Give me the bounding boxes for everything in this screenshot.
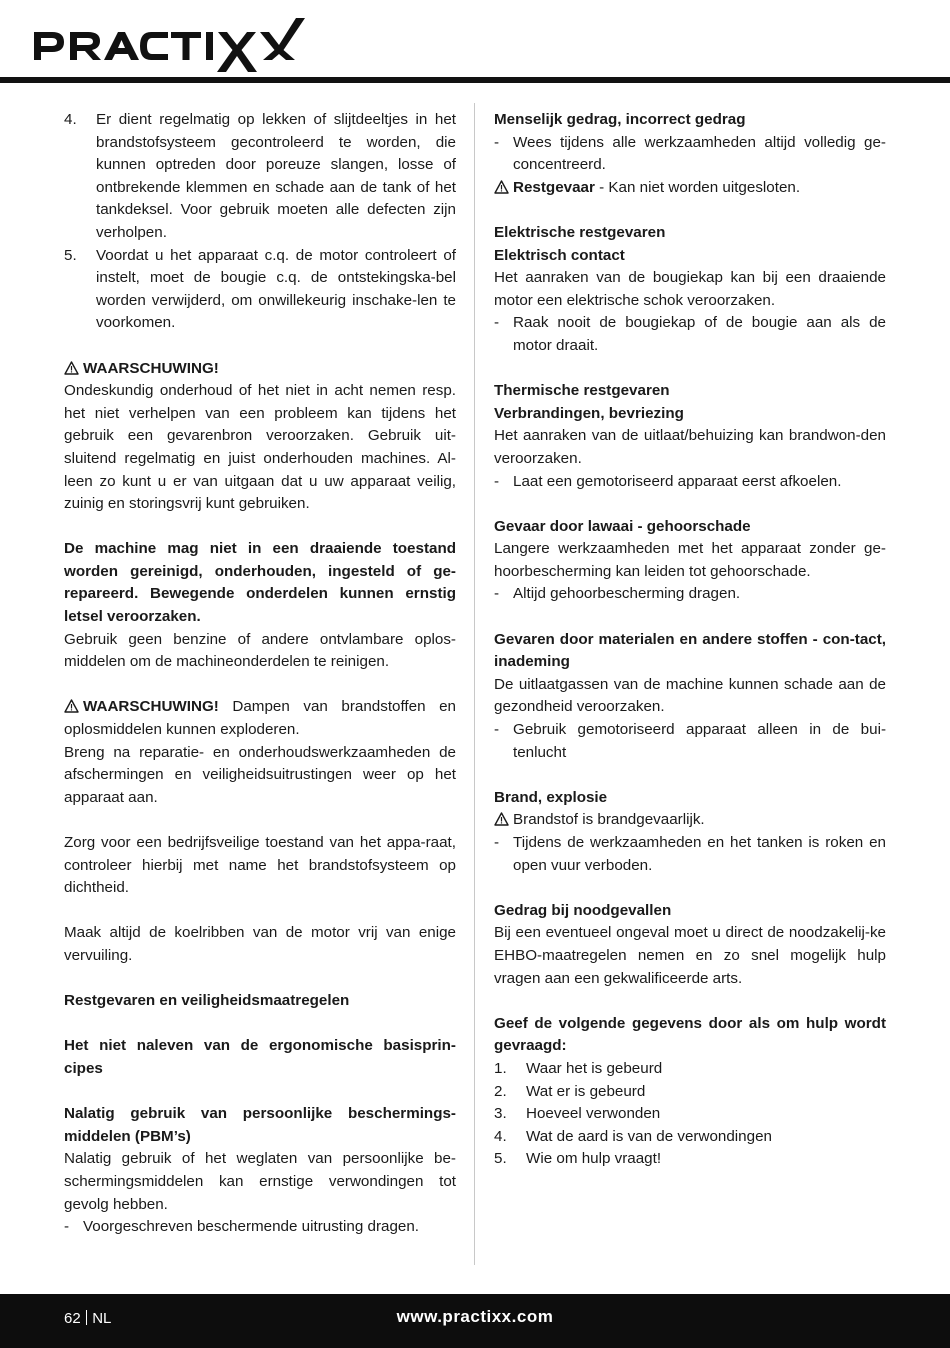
bullet-dash: - — [494, 721, 500, 739]
list-item-4 — [64, 109, 456, 245]
logo-text: PRACTIXX — [30, 14, 36, 15]
bullet-text: Altijd gehoorbescherming dragen. — [513, 585, 741, 603]
bullet-dash: - — [494, 133, 500, 151]
section-subheading: Elektrisch contact — [494, 246, 625, 264]
bullet-text: Voorgeschreven beschermende uitrusting dragen. — [83, 1218, 420, 1236]
paragraph: Breng na reparatie- en onderhoudswerkzaamheden de afschermingen en veiligheidsuitrustingen weer op het apparaat aan. — [64, 743, 456, 806]
section-heading: Het niet naleven van de ergonomische basisprin-cipes — [64, 1037, 456, 1077]
paragraph: Maak altijd de koelribben van de motor vrij van enige vervuiling. — [64, 924, 456, 964]
section-heading: Geef de volgende gegevens door als om hulp wordt gevraagd: — [494, 1014, 886, 1055]
bullet-text: Wees tijdens alle werkzaamheden altijd volledig ge-concentreerd. — [513, 133, 886, 174]
section-heading: Gevaren door materialen en andere stoffen - con-tact, inademing — [494, 630, 886, 671]
list-number: 1. — [494, 1059, 507, 1077]
list-number: 4. — [494, 1127, 507, 1145]
paragraph: Ondeskundig onderhoud of het niet in acht nemen resp. het niet verhelpen van een probleem kan tijdens het gebruik een gevarenbron veroorzaken. Gebruik uit-sluitend regelmatig en juist onderhouden machines. Al-leen zo kunt u er van uitgaan dat u uw apparaat veilig, zuinig en storingsvrij kunt gebruiken. — [64, 382, 456, 513]
bullet-text: Tijdens de werkzaamheden en het tanken is roken en open vuur verboden. — [513, 834, 886, 874]
warning-triangle-icon — [64, 699, 79, 713]
section-heading: Thermische restgevaren — [494, 382, 670, 400]
bullet-dash: - — [494, 585, 500, 603]
list-item — [494, 1081, 886, 1104]
section-heading: Restgevaren en veiligheidsmaatregelen — [64, 992, 350, 1010]
brand-warning-line — [494, 809, 886, 832]
warning-paragraph — [64, 696, 456, 741]
page-number: 62 — [64, 1310, 81, 1327]
page-footer — [0, 1294, 950, 1348]
brand-text: Brandstof is brandgevaarlijk. — [513, 811, 705, 829]
warning-heading — [64, 358, 456, 381]
paragraph: Zorg voor een bedrijfsveilige toestand van het appa-raat, controleer hierbij met name het brandstofsysteem op dichtheid. — [64, 834, 456, 897]
left-column — [64, 109, 456, 1239]
column-divider — [474, 103, 475, 1265]
list-number: 5. — [64, 246, 77, 264]
bullet-text: Gebruik gemotoriseerd apparaat alleen in de bui-tenlucht — [513, 721, 886, 761]
restgevaar-label: Restgevaar — [513, 178, 595, 196]
list-text: Wat er is gebeurd — [526, 1082, 646, 1100]
warning-triangle-icon — [64, 361, 79, 375]
list-number: 5. — [494, 1150, 507, 1168]
list-number: 2. — [494, 1082, 507, 1100]
bullet-item — [494, 832, 886, 877]
paragraph: Het aanraken van de bougiekap kan bij een draaiende motor een elektrische schok veroorzaken. — [494, 269, 886, 309]
bullet-dash: - — [494, 314, 500, 332]
bullet-dash: - — [494, 834, 500, 851]
warning-label: WAARSCHUWING! — [83, 359, 219, 377]
bullet-dash: - — [494, 472, 500, 490]
bullet-dash: - — [64, 1218, 70, 1236]
practixx-logo — [30, 14, 330, 76]
list-item — [494, 1148, 886, 1171]
list-text: Er dient regelmatig op lekken of slijtdeeltjes in het brandstofsysteem gecontroleerd te worden, die kunnen optreden door poreuze slangen, losse of ontbrekende klemmen en schade aan de tank of het tankdeksel. Voor gebruik moeten alle defecten zijn verholpen. — [96, 111, 456, 241]
bullet-item — [494, 719, 886, 764]
paragraph: Langere werkzaamheden met het apparaat zonder ge-hoorbescherming kan leiden tot gehoorschade. — [494, 540, 886, 580]
paragraph: Nalatig gebruik of het weglaten van persoonlijke be-schermingsmiddelen kan ernstige verwondingen tot gevolg hebben. — [64, 1150, 456, 1213]
warning-label: WAARSCHUWING! — [83, 698, 219, 716]
section-heading: Brand, explosie — [494, 788, 608, 806]
list-text: Voordat u het apparaat c.q. de motor controleert of instelt, moet de bougie c.q. de ontstekingska-bel worden verwijderd, om onwillekeurig inschake-len te voorkomen. — [96, 246, 456, 332]
bullet-item — [64, 1216, 456, 1239]
list-number: 3. — [494, 1105, 507, 1123]
warning-triangle-icon — [494, 180, 509, 194]
list-item-5 — [64, 245, 456, 335]
list-text: Hoeveel verwonden — [526, 1105, 661, 1123]
list-text: Waar het is gebeurd — [526, 1059, 663, 1077]
bullet-item — [494, 471, 886, 494]
section-subheading: Verbrandingen, bevriezing — [494, 404, 684, 422]
list-item — [494, 1103, 886, 1126]
paragraph: Bij een eventueel ongeval moet u direct de noodzakelij-ke EHBO-maatregelen nemen en zo snel mogelijk hulp vragen aan een gekwalificeerde arts. — [494, 924, 886, 987]
paragraph: De uitlaatgassen van de machine kunnen schade aan de gezondheid veroorzaken. — [494, 675, 886, 716]
warning-triangle-icon — [494, 812, 509, 826]
warning-text: Dampen van brandstoffen en oplosmiddelen kunnen exploderen. — [64, 698, 456, 739]
bold-paragraph: De machine mag niet in een draaiende toestand worden gereinigd, onderhouden, ingesteld of ge-repareerd. Bewegende onderdelen kunnen ernstig letsel veroorzaken. — [64, 540, 456, 626]
list-text: Wat de aard is van de verwondingen — [526, 1127, 772, 1145]
section-heading: Elektrische restgevaren — [494, 223, 666, 241]
bullet-item — [494, 132, 886, 177]
list-number: 4. — [64, 111, 77, 128]
bullet-item — [494, 312, 886, 357]
restgevaar-line — [494, 177, 886, 200]
section-heading: Gevaar door lawaai - gehoorschade — [494, 517, 751, 535]
list-item — [494, 1126, 886, 1149]
paragraph: Het aanraken van de uitlaat/behuizing kan brandwon-den veroorzaken. — [494, 427, 886, 467]
section-heading: Nalatig gebruik van persoonlijke beschermings-middelen (PBM’s) — [64, 1105, 456, 1145]
list-item — [494, 1058, 886, 1081]
restgevaar-text: - Kan niet worden uitgesloten. — [594, 178, 801, 196]
section-heading: Gedrag bij noodgevallen — [494, 901, 672, 919]
paragraph: Gebruik geen benzine of andere ontvlambare oplos-middelen om de machineonderdelen te reinigen. — [64, 630, 456, 671]
bullet-item — [494, 583, 886, 606]
language-code: NL — [92, 1310, 112, 1327]
bullet-text: Laat een gemotoriseerd apparaat eerst afkoelen. — [513, 472, 842, 490]
website-link[interactable]: www.practixx.com — [396, 1307, 554, 1326]
header-rule — [0, 77, 950, 83]
list-text: Wie om hulp vraagt! — [526, 1150, 662, 1168]
section-heading: Menselijk gedrag, incorrect gedrag — [494, 111, 746, 128]
bullet-text: Raak nooit de bougiekap of de bougie aan als de motor draait. — [513, 314, 886, 354]
right-column — [494, 109, 886, 1171]
page-header — [0, 0, 950, 84]
